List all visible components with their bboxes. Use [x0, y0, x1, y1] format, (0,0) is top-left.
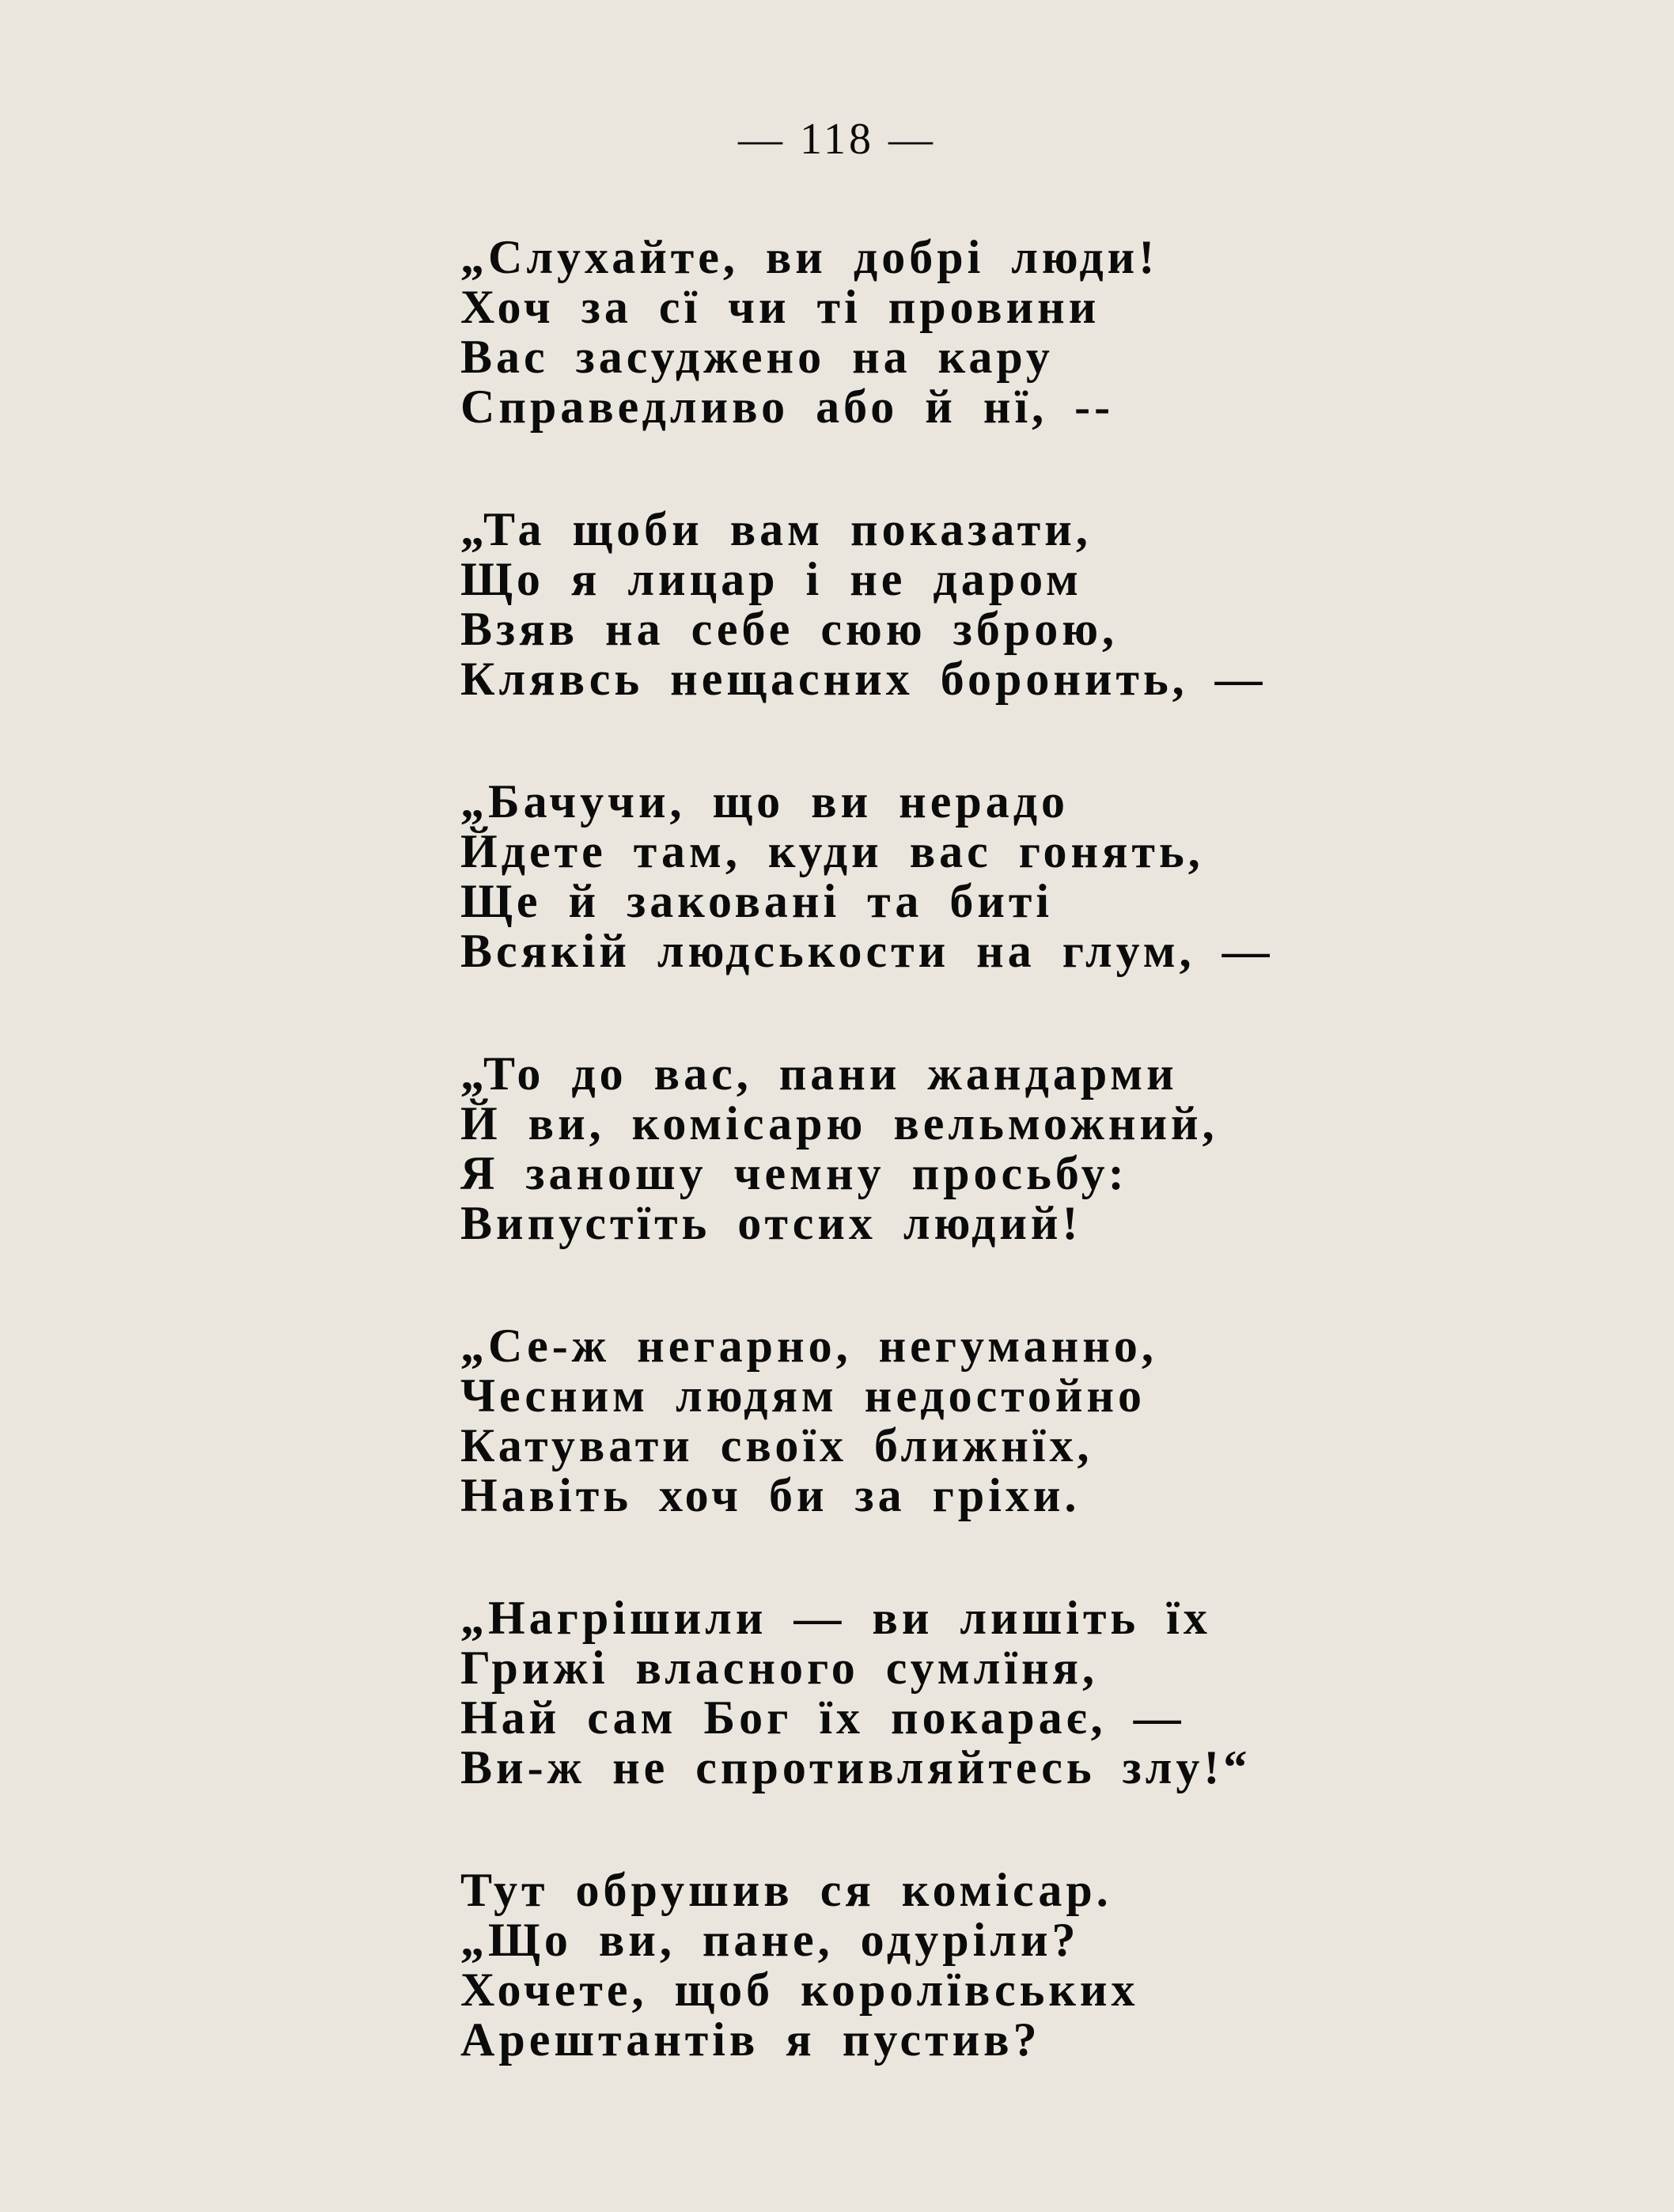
- stanza-1: [460, 233, 1410, 432]
- poem-line: Ви-ж не спротивляйтесь злу!“: [460, 1741, 1252, 1793]
- poem-line: Я заношу чемну просьбу:: [460, 1147, 1128, 1199]
- poem-line: Хочете, щоб королївських: [460, 1964, 1139, 2016]
- poem-line: Най сам Бог їх покарає, —: [460, 1691, 1185, 1744]
- poem-line: „Нагрішили — ви лишіть їх: [460, 1592, 1211, 1644]
- poem-line: Клявсь нещасних боронить, —: [460, 653, 1267, 705]
- poem-line: Грижі власного сумлїня,: [460, 1642, 1099, 1694]
- poem-line: Взяв на себе сюю зброю,: [460, 603, 1119, 655]
- poem-line: Що я лицар і не даром: [460, 553, 1082, 605]
- stanza-6: [460, 1593, 1410, 1793]
- poem-line: Навіть хоч би за гріхи.: [460, 1469, 1081, 1521]
- poem-line: Вас засуджено на кару: [460, 331, 1054, 383]
- stanza-3: [460, 777, 1410, 976]
- poem-line: Катувати своїх ближнїх,: [460, 1419, 1093, 1472]
- poem-line: „То до вас, пани жандарми: [460, 1047, 1178, 1100]
- poem-line: „Бачучи, що ви нерадо: [460, 775, 1070, 828]
- poem-line: Чесним людям недостойно: [460, 1369, 1146, 1422]
- stanza-4: [460, 1049, 1410, 1248]
- poem-line: „Та щоби вам показати,: [460, 503, 1092, 555]
- poem-line: Йдете там, куди вас гонять,: [460, 825, 1204, 877]
- poem-line: Хоч за сї чи ті провини: [460, 281, 1100, 333]
- poem-line: Ще й заковані та биті: [460, 875, 1054, 927]
- poem-line: Й ви, комісарю вельможний,: [460, 1097, 1218, 1150]
- stanza-7: [460, 1865, 1410, 2065]
- poem-line: Тут обрушив ся комісар.: [460, 1864, 1112, 1916]
- page-number: — 118 —: [738, 115, 936, 164]
- poem-line: „Се-ж негарно, негуманно,: [460, 1320, 1157, 1372]
- poem-line: Арештантів я пустив?: [460, 2013, 1041, 2066]
- poem-line: Справедливо або й нї, --: [460, 381, 1115, 433]
- poem-line: Всякій людськости на глум, —: [460, 925, 1274, 977]
- poem-line: „Слухайте, ви добрі люди!: [460, 231, 1159, 283]
- poem: [460, 233, 1410, 2065]
- poem-line: Випустїть отсих людий!: [460, 1197, 1082, 1249]
- poem-line: „Що ви, пане, одуріли?: [460, 1914, 1080, 1966]
- stanza-5: [460, 1321, 1410, 1521]
- stanza-2: [460, 505, 1410, 704]
